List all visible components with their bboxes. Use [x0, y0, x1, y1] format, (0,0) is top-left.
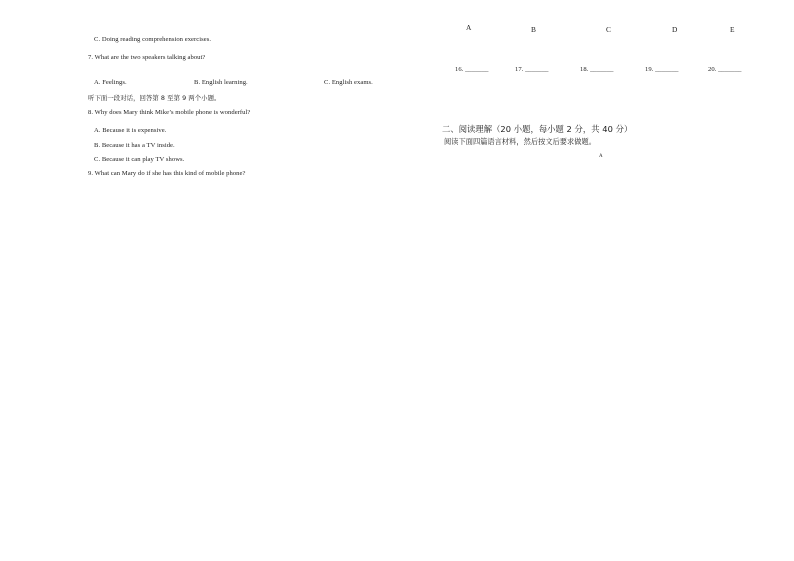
picture-letter-c: C	[606, 25, 611, 34]
section-two-instruction: 阅读下面四篇语言材料，然后按文后要求做题。	[444, 137, 596, 146]
answer-blank-18: 18. _______	[580, 66, 614, 73]
q8-question: 8. Why does Mary think Mike’s mobile phone is wonderful?	[88, 109, 251, 116]
instruction-8-9: 听下面一段对话，回答第 8 至第 9 两个小题。	[88, 94, 221, 102]
picture-letter-b: B	[531, 25, 536, 34]
q7-question: 7. What are the two speakers talking about?	[88, 54, 206, 61]
q7-option-b: B. English learning.	[194, 79, 248, 86]
picture-letter-a: A	[466, 23, 472, 32]
q7-option-a: A. Feelings.	[94, 79, 127, 86]
picture-letter-d: D	[672, 25, 678, 34]
answer-blank-17: 17. _______	[515, 66, 549, 73]
section-two-mark-a: A	[599, 154, 603, 159]
section-two-title: 二、阅读理解（20 小题，每小题 2 分，共 40 分）	[442, 124, 633, 134]
q7-option-c: C. English exams.	[324, 79, 373, 86]
q6-option-c: C. Doing reading comprehension exercises.	[94, 36, 212, 43]
answer-blank-16: 16. _______	[455, 66, 489, 73]
picture-letter-e: E	[730, 25, 735, 34]
q8-option-b: B. Because it has a TV inside.	[94, 142, 175, 149]
q9-question: 9. What can Mary do if she has this kind of mobile phone?	[88, 170, 246, 177]
q8-option-c: C. Because it can play TV shows.	[94, 156, 185, 163]
answer-blank-20: 20. _______	[708, 66, 742, 73]
answer-blank-19: 19. _______	[645, 66, 679, 73]
q8-option-a: A. Because it is expensive.	[94, 127, 167, 134]
